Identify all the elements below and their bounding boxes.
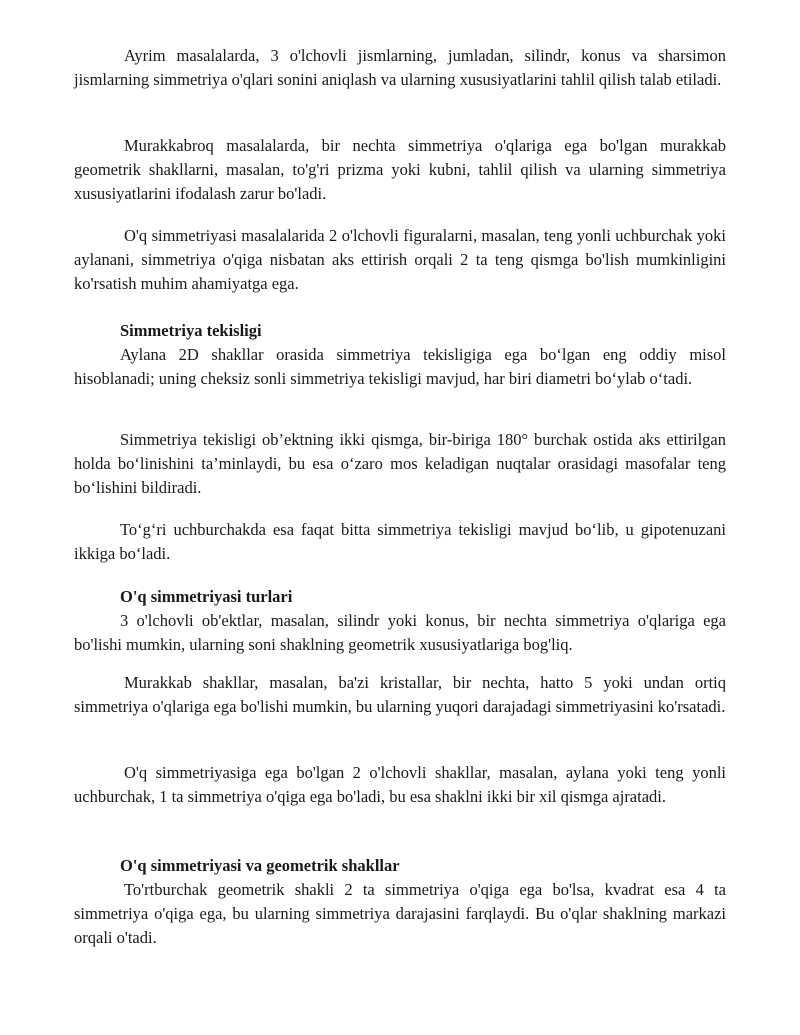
section: [74, 585, 726, 657]
section: [74, 319, 726, 391]
paragraph: [74, 518, 726, 566]
paragraph: [74, 761, 726, 809]
paragraph-text: Aylana 2D shakllar orasida simmetriya tekisligiga ega bo‘lgan eng oddiy misol hisoblanadi; uning cheksiz sonli simmetriya tekisligi mavjud, har biri diametri bo‘ylab o‘tadi.: [74, 345, 726, 388]
paragraph-text: Simmetriya tekisligi ob’ektning ikki qismga, bir-biriga 180° burchak ostida aks ettirilgan holda bo‘linishini ta’minlaydi, bu esa o‘zaro mos keladigan nuqtalar orasidagi masofalar teng bo‘lishini bildiradi.: [74, 430, 726, 497]
paragraph: [74, 44, 726, 92]
paragraph-text: To‘g‘ri uchburchakda esa faqat bitta simmetriya tekisligi mavjud bo‘lib, u gipotenuzani ikkiga bo‘ladi.: [74, 520, 726, 563]
section-heading: O'q simmetriyasi va geometrik shakllar: [120, 856, 400, 875]
section-heading: O'q simmetriyasi turlari: [120, 587, 293, 606]
paragraph-text: Murakkabroq masalalarda, bir nechta simmetriya o'qlariga ega bo'lgan murakkab geometrik shakllarni, masalan, to'g'ri prizma yoki kubni, tahlil qilish va ularning simmetriya xususiyatlarini ifodalash zarur bo'ladi.: [74, 136, 726, 203]
paragraph: [74, 224, 726, 296]
section-heading: Simmetriya tekisligi: [120, 321, 262, 340]
paragraph: [74, 134, 726, 206]
paragraph: [74, 671, 726, 719]
paragraph: [74, 428, 726, 500]
paragraph-text: 3 o'lchovli ob'ektlar, masalan, silindr yoki konus, bir nechta simmetriya o'qlariga ega bo'lishi mumkin, ularning soni shaklning geometrik xususiyatlariga bog'liq.: [74, 611, 726, 654]
paragraph-text: O'q simmetriyasi masalalarida 2 o'lchovli figuralarni, masalan, teng yonli uchburchak yoki aylanani, simmetriya o'qiga nisbatan aks ettirish orqali 2 ta teng qismga bo'lish mumkinligini ko'rsatish muhim ahamiyatga ega.: [74, 226, 726, 293]
paragraph-text: To'rtburchak geometrik shakli 2 ta simmetriya o'qiga ega bo'lsa, kvadrat esa 4 ta simmetriya o'qiga ega, bu ularning simmetriya darajasini farqlaydi. Bu o'qlar shaklning markazi orqali o'tadi.: [74, 880, 726, 947]
paragraph-text: Murakkab shakllar, masalan, ba'zi kristallar, bir nechta, hatto 5 yoki undan ortiq simmetriya o'qlariga ega bo'lishi mumkin, bu ularning yuqori darajadagi simmetriyasini ko'rsatadi.: [74, 673, 726, 716]
paragraph-text: Ayrim masalalarda, 3 o'lchovli jismlarning, jumladan, silindr, konus va sharsimon jismlarning simmetriya o'qlari sonini aniqlash va ularning xususiyatlarini tahlil qilish talab etiladi.: [74, 46, 726, 89]
paragraph-text: O'q simmetriyasiga ega bo'lgan 2 o'lchovli shakllar, masalan, aylana yoki teng yonli uchburchak, 1 ta simmetriya o'qiga ega bo'ladi, bu esa shaklni ikki bir xil qismga ajratadi.: [74, 763, 726, 806]
section: [74, 854, 726, 950]
